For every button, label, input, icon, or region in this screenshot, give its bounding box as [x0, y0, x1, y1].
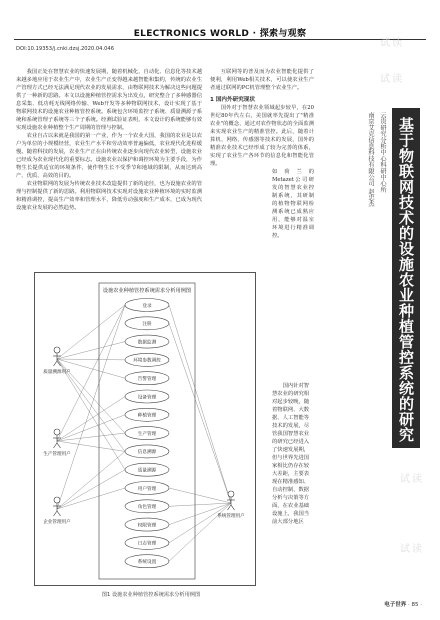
actor-label: 系统管理用户	[217, 514, 245, 519]
footer-journal: 电子世界	[384, 602, 407, 608]
author-affiliation: 云贵研究分析中心科研中心所	[379, 112, 386, 193]
use-case-label: 设备管理	[137, 395, 157, 401]
association-line	[169, 503, 231, 506]
use-case-label: 用户管理	[137, 486, 157, 492]
diagram-title: 设施农业种植管控系统需求分析用例图	[102, 288, 192, 294]
use-case-label: 信息溯源	[137, 450, 157, 456]
use-case-label: 质量溯源	[137, 468, 157, 474]
association-line	[57, 488, 125, 509]
left-column	[16, 68, 202, 212]
actor-label: 生产管理用户	[43, 452, 71, 457]
middle-column	[210, 68, 314, 240]
figure-caption: 图1 设施农业种植管控系统需求分析用例图	[101, 592, 201, 598]
left-paragraph: 农业自古以来就是我国的第一产业，作为一个农业大国，我国的农业是以农户为单位的小规模经营，农业生产水平和劳动效率普遍偏低，农业现代化进程缓慢。随着科技的发展，农业生产正在由传统农业逐步向现代农业转型，设施农业已经成为农业现代化的重要标志。设施农业以保护和调控环境为主要手段，为作物生长提供适宜的环境条件，使作物生长不受季节和地域的限制，从而达到高产、优质、高效的目的。	[16, 133, 202, 179]
association-line	[57, 305, 125, 359]
use-case-label: 权限管理	[137, 523, 157, 529]
watermark-text: 试读	[400, 544, 424, 555]
actor-label: 企业管理用户	[43, 520, 71, 525]
actor-leg	[54, 361, 58, 366]
page-header	[14, 26, 426, 40]
middle2-paragraph: 国内针对智慧农业的研究相对起步较晚，随着物联网、大数据、人工智能等技术的发展，尽管我国智慧农业的研究已经进入了快速发展期，但与世界先进国家相比仍存在较大差距，主要表现在精准感知、自动控制、数据分析与决策等方面，在农业基础设施上，我国当前大部分地区	[272, 383, 310, 525]
use-case-label: 种植管理	[137, 413, 157, 419]
association-line	[169, 305, 231, 503]
association-line	[57, 441, 125, 451]
doi-line: DOI:10.19353/j.cnki.dzsj.2020.04.046	[16, 46, 114, 52]
page-footer	[384, 600, 422, 608]
use-case-diagram	[35, 273, 257, 587]
actor-head	[228, 491, 234, 497]
actor-head	[54, 497, 60, 503]
actor-leg	[57, 443, 61, 448]
middle-column-continued	[272, 382, 314, 526]
actor-leg	[57, 511, 61, 516]
association-line	[57, 451, 125, 509]
actor-head	[54, 429, 60, 435]
watermark-text: 试读	[380, 38, 404, 49]
article-title: 基于物联网技术的设施农业种植管控系统的研究与构建	[369, 117, 415, 443]
association-line	[169, 323, 231, 503]
actor-leg	[54, 443, 58, 448]
middle-paragraph: 国外对于智慧农业领域起步较早，在20世纪80年代左右，美国就率先提出了"精准农业"的概念，通过对农作物状态的全面监测来实现农业生产的精准管控。此后，随着计算机、网络、传感器等技术的发展，国外的精准农业技术已经形成了较为完善的体系，实现了农业生产各环节的信息化和智能化管理。	[210, 105, 314, 167]
page-number: · 85 ·	[408, 602, 422, 608]
middle-intro: 互联网等的普及而为农业智能化提供了便利，利用Web相关技术，可以使农业生产者通过联网的PC机管理整个农业生产。	[210, 69, 314, 91]
actor-label: 质量溯源用户	[43, 370, 71, 375]
author-block	[318, 112, 388, 352]
use-case-label: 系统设置	[137, 560, 157, 565]
association-line	[169, 488, 231, 503]
section-heading: 1 国内外研究现状	[210, 97, 255, 103]
use-case-label: 环境参数调控	[133, 358, 161, 364]
watermark-text: 试读	[380, 74, 404, 85]
association-line	[57, 359, 125, 360]
actor-head	[54, 347, 60, 353]
use-case-label: 日志管理	[137, 541, 157, 547]
actor-leg	[54, 511, 58, 516]
actor-leg	[231, 505, 235, 510]
use-case-label: 生产管理	[137, 431, 157, 437]
association-line	[169, 503, 231, 543]
watermark-text: 试读	[400, 474, 424, 485]
use-case-label: 注册	[142, 322, 152, 328]
journal-header-title: ELECTRONICS WORLD · 探索与观察	[133, 29, 307, 39]
use-case-label: 角色管理	[137, 505, 157, 511]
association-line	[57, 342, 125, 359]
middle-tail: 如荷兰的Metazet公司研发的智慧农业控制系统，其研制的植物物联网检测系统已成熟应用，能够对温室环境进行精准调控。	[272, 169, 314, 239]
association-line	[169, 503, 231, 561]
use-case-label: 登录	[142, 303, 152, 309]
use-case-label: 数据监测	[137, 340, 157, 346]
author-affiliation: 南京艾克信息科技有限公司 赵忠杰	[367, 112, 374, 207]
use-case-figure	[34, 272, 256, 586]
use-case-label: 告警管理	[137, 377, 157, 382]
association-line	[57, 305, 125, 509]
left-paragraph: 我国正处在智慧农业的快速发展期，随着机械化、自动化、信息化等技术越来越多地应用于农业生产中，农业生产正变得越来越智能和集约，传统的农业生产管理方式已经无法满足现代农业的发展需求，由物联网技术为解决这些问题提供了一种新的思路。本文以设施种植管控需求为出发点，研究整合了多种感器信息采集、低功耗无线网络传输、Web开发等多种物联网技术，设计实现了基于物联网技术的设施农业种植管控系统。系统包含环境监控子系统、质量溯源子系统和系统管理子系统等三个子系统。经测试验证表明，本文设计的系统能够有效实现设施农业种植整个生产周期的管理与控制。	[16, 69, 202, 131]
association-line	[57, 470, 125, 509]
left-paragraph: 农业物联网的发展为传统农业技术改造提供了新的途径，也为设施农业的管理与控制提供了新的思路。利用物联网技术实现对设施农业种植环境的实时监测和精准调控，提高生产效率和管理水平，降低劳动强度和生产成本，已成为现代设施农业发展的必然趋势。	[16, 181, 202, 211]
